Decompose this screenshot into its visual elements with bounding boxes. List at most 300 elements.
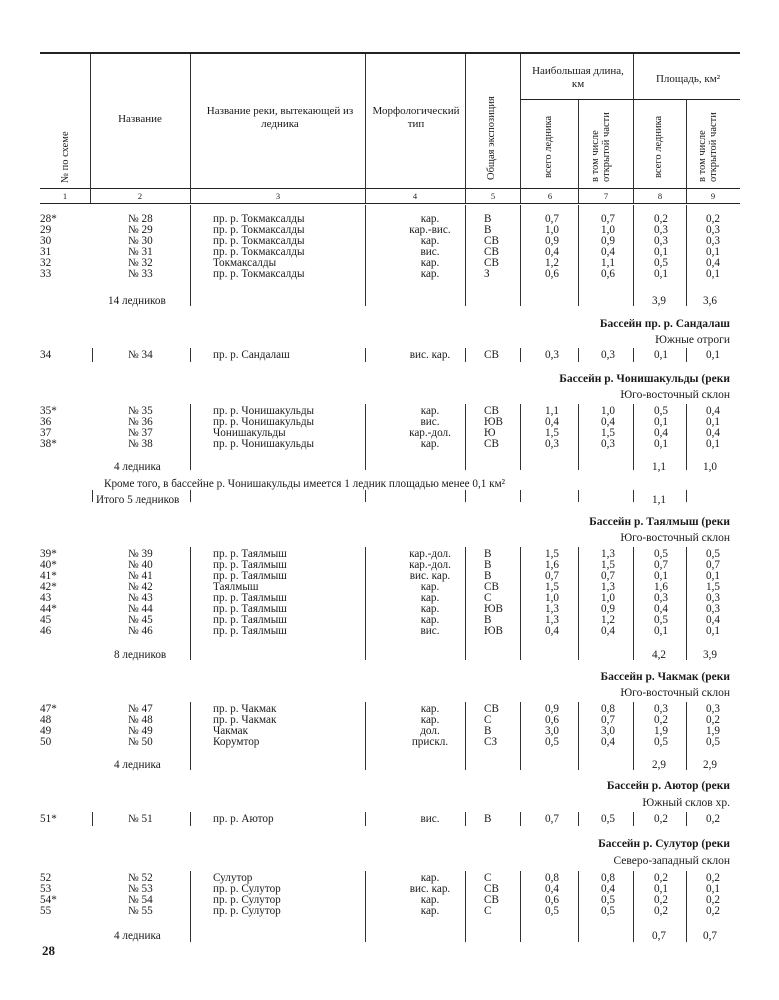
cell-g5-r0-c6: 0,9 bbox=[545, 703, 559, 715]
cell-g5-r2-c2: № 49 bbox=[128, 725, 153, 737]
cell-g4-r3-c5: СВ bbox=[484, 581, 499, 593]
column-rule bbox=[578, 812, 579, 826]
cell-g5-r3-c8: 0,5 bbox=[654, 736, 668, 748]
column-rule bbox=[465, 702, 466, 770]
cell-g4-r3-c4: кар. bbox=[420, 581, 440, 593]
cell-g4-r5-c6: 1,3 bbox=[545, 603, 559, 615]
column-rule bbox=[365, 871, 366, 942]
cell-g5-r1-c7: 0,7 bbox=[601, 714, 615, 726]
cell-g1-r2-c3: пр. р. Токмаксалды bbox=[213, 235, 305, 247]
cell-g5-r0-c2: № 47 bbox=[128, 703, 153, 715]
cell-g3-r2-c2: № 37 bbox=[128, 427, 153, 439]
column-rule bbox=[365, 348, 366, 362]
cell-g3-r0-c5: СВ bbox=[484, 405, 499, 417]
cell-g7-r1-c9: 0,1 bbox=[706, 883, 720, 895]
cell-g7-r2-c9: 0,2 bbox=[706, 894, 720, 906]
cell-g4-r4-c9: 0,3 bbox=[706, 592, 720, 604]
column-rule bbox=[520, 547, 521, 660]
cell-g1-r4-c9: 0,4 bbox=[706, 257, 720, 269]
cell-g7-r0-c7: 0,8 bbox=[601, 872, 615, 884]
cell-g1-r2-c2: № 30 bbox=[128, 235, 153, 247]
header-col8: всего ледника bbox=[653, 115, 664, 178]
cell-g4-r6-c5: В bbox=[484, 614, 492, 626]
cell-g1-r3-c2: № 31 bbox=[128, 246, 153, 258]
column-rule bbox=[365, 205, 366, 306]
total-g5: 4 ледника bbox=[114, 759, 161, 771]
cell-g4-r1-c6: 1,6 bbox=[545, 559, 559, 571]
cell-g1-r1-c3: пр. р. Токмаксалды bbox=[213, 224, 305, 236]
cell-g4-r7-c3: пр. р. Таялмыш bbox=[213, 625, 287, 637]
cell-g4-r1-c5: В bbox=[484, 559, 492, 571]
total-g5-open: 2,9 bbox=[703, 759, 717, 771]
cell-g1-r0-c8: 0,2 bbox=[654, 213, 668, 225]
cell-g4-r4-c7: 1,0 bbox=[601, 592, 615, 604]
header-col4 bbox=[372, 105, 460, 131]
cell-g1-r5-c2: № 33 bbox=[128, 268, 153, 280]
column-rule bbox=[578, 490, 579, 502]
cell-g7-r2-c7: 0,5 bbox=[601, 894, 615, 906]
cell-g1-r3-c3: пр. р. Токмаксалды bbox=[213, 246, 305, 258]
cell-g7-r3-c7: 0,5 bbox=[601, 905, 615, 917]
cell-g5-r3-c3: Корумтор bbox=[213, 736, 260, 748]
cell-g3-r1-c6: 0,4 bbox=[545, 416, 559, 428]
cell-g4-r5-c4: кар. bbox=[420, 603, 440, 615]
cell-g3-r2-c6: 1,5 bbox=[545, 427, 559, 439]
header-group-area: Площадь, км² bbox=[655, 73, 720, 85]
cell-g4-r0-c5: В bbox=[484, 548, 492, 560]
cell-g5-r0-c8: 0,3 bbox=[654, 703, 668, 715]
header-col7-text: в том числе открытой части bbox=[590, 112, 612, 182]
cell-g7-r0-c6: 0,8 bbox=[545, 872, 559, 884]
cell-g4-r2-c5: В bbox=[484, 570, 492, 582]
cell-g4-r4-c3: пр. р. Таялмыш bbox=[213, 592, 287, 604]
cell-g4-r6-c4: кар. bbox=[420, 614, 440, 626]
cell-g1-r1-c2: № 29 bbox=[128, 224, 153, 236]
cell-g1-r1-c8: 0,3 bbox=[654, 224, 668, 236]
cell-g4-r6-c9: 0,4 bbox=[706, 614, 720, 626]
header-group-length bbox=[528, 65, 628, 91]
cell-g3-r3-c5: СВ bbox=[484, 438, 499, 450]
total-g4: 8 ледников bbox=[114, 649, 167, 661]
cell-g3-r0-c3: пр. р. Чонишакульды bbox=[213, 405, 315, 417]
slope-g4: Юго-восточный склон bbox=[620, 532, 730, 544]
header-col1: № по схеме bbox=[60, 131, 71, 183]
cell-g5-r3-c4: прискл. bbox=[411, 736, 449, 748]
cell-g3-r1-c1: 36 bbox=[40, 416, 52, 428]
cell-g1-r1-c9: 0,3 bbox=[706, 224, 720, 236]
cell-g5-r2-c3: Чакмак bbox=[213, 725, 249, 737]
cell-g1-r4-c6: 1,2 bbox=[545, 257, 559, 269]
cell-g3-r3-c8: 0,1 bbox=[654, 438, 668, 450]
cell-g4-r0-c3: пр. р. Таялмыш bbox=[213, 548, 287, 560]
cell-g4-r1-c3: пр. р. Таялмыш bbox=[213, 559, 287, 571]
cell-g4-r3-c6: 1,5 bbox=[545, 581, 559, 593]
column-rule bbox=[190, 490, 191, 502]
cell-g7-r0-c3: Сулутор bbox=[213, 872, 253, 884]
cell-g4-r2-c1: 41* bbox=[40, 570, 57, 582]
column-rule bbox=[190, 547, 191, 660]
cell-g1-r2-c5: СВ bbox=[484, 235, 499, 247]
cell-g5-r1-c8: 0,2 bbox=[654, 714, 668, 726]
cell-g4-r7-c4: вис. bbox=[420, 625, 440, 637]
cell-g4-r3-c7: 1,3 bbox=[601, 581, 615, 593]
cell-g4-r6-c3: пр. р. Таялмыш bbox=[213, 614, 287, 626]
cell-g5-r0-c9: 0,3 bbox=[706, 703, 720, 715]
cell-g1-r5-c5: З bbox=[484, 268, 490, 280]
cell-g1-r1-c1: 29 bbox=[40, 224, 52, 236]
cell-g4-r3-c1: 42* bbox=[40, 581, 57, 593]
colnum-2: 2 bbox=[137, 191, 143, 201]
total-g7-area: 0,7 bbox=[652, 930, 666, 942]
page-number: 28 bbox=[42, 943, 55, 958]
cell-g3-r2-c4: кар.-дол. bbox=[409, 427, 451, 439]
cell-g3-r0-c7: 1,0 bbox=[601, 405, 615, 417]
cell-g7-r2-c3: пр. р. Сулутор bbox=[213, 894, 281, 906]
cell-g5-r0-c3: пр. р. Чакмак bbox=[213, 703, 277, 715]
grand-total-g3-area: 1,1 bbox=[652, 494, 666, 506]
cell-g7-r3-c6: 0,5 bbox=[545, 905, 559, 917]
cell-g1-r0-c9: 0,2 bbox=[706, 213, 720, 225]
total-g5-area: 2,9 bbox=[652, 759, 666, 771]
cell-g5-r1-c1: 48 bbox=[40, 714, 52, 726]
column-rule bbox=[365, 702, 366, 770]
column-rule bbox=[520, 348, 521, 362]
cell-g3-r0-c2: № 35 bbox=[128, 405, 153, 417]
cell-g5-r3-c2: № 50 bbox=[128, 736, 153, 748]
total-g3-open: 1,0 bbox=[703, 461, 717, 473]
cell-g1-r2-c4: кар. bbox=[420, 235, 440, 247]
cell-g7-r3-c3: пр. р. Сулутор bbox=[213, 905, 281, 917]
cell-g3-r1-c9: 0,1 bbox=[706, 416, 720, 428]
cell-g5-r3-c5: СЗ bbox=[484, 736, 498, 748]
column-rule bbox=[190, 205, 191, 306]
cell-g2-r0-c6: 0,3 bbox=[545, 349, 559, 361]
basin-heading-g4: Бассейн р. Таялмыш (реки bbox=[589, 516, 730, 528]
cell-g1-r5-c1: 33 bbox=[40, 268, 52, 280]
column-rule bbox=[190, 812, 191, 826]
cell-g5-r1-c3: пр. р. Чакмак bbox=[213, 714, 277, 726]
colnum-9: 9 bbox=[710, 191, 716, 201]
column-rule bbox=[633, 490, 634, 502]
column-rule bbox=[578, 404, 579, 470]
cell-g2-r0-c1: 34 bbox=[40, 349, 52, 361]
cell-g3-r2-c8: 0,4 bbox=[654, 427, 668, 439]
cell-g4-r0-c1: 39* bbox=[40, 548, 57, 560]
column-rule bbox=[686, 490, 687, 502]
cell-g5-r1-c6: 0,6 bbox=[545, 714, 559, 726]
cell-g3-r2-c7: 1,5 bbox=[601, 427, 615, 439]
cell-g3-r0-c9: 0,4 bbox=[706, 405, 720, 417]
column-rule bbox=[578, 871, 579, 942]
cell-g1-r4-c8: 0,5 bbox=[654, 257, 668, 269]
cell-g1-r1-c7: 1,0 bbox=[601, 224, 615, 236]
cell-g6-r0-c7: 0,5 bbox=[601, 813, 615, 825]
cell-g4-r5-c9: 0,3 bbox=[706, 603, 720, 615]
column-rule bbox=[578, 348, 579, 362]
column-rule bbox=[190, 348, 191, 362]
total-g1: 14 ледников bbox=[108, 295, 166, 307]
cell-g1-r1-c5: В bbox=[484, 224, 492, 236]
column-rule bbox=[633, 348, 634, 362]
cell-g7-r2-c6: 0,6 bbox=[545, 894, 559, 906]
slope-g3: Юго-восточный склон bbox=[620, 389, 730, 401]
cell-g4-r2-c4: вис. кар. bbox=[409, 570, 451, 582]
column-rule bbox=[520, 812, 521, 826]
cell-g4-r1-c4: кар.-дол. bbox=[409, 559, 451, 571]
cell-g4-r1-c9: 0,7 bbox=[706, 559, 720, 571]
cell-g7-r3-c8: 0,2 bbox=[654, 905, 668, 917]
cell-g7-r1-c1: 53 bbox=[40, 883, 52, 895]
cell-g1-r2-c6: 0,9 bbox=[545, 235, 559, 247]
cell-g5-r3-c9: 0,5 bbox=[706, 736, 720, 748]
cell-g5-r1-c2: № 48 bbox=[128, 714, 153, 726]
column-rule bbox=[365, 490, 366, 502]
cell-g4-r4-c8: 0,3 bbox=[654, 592, 668, 604]
cell-g7-r1-c2: № 53 bbox=[128, 883, 153, 895]
cell-g4-r5-c3: пр. р. Таялмыш bbox=[213, 603, 287, 615]
column-rule bbox=[633, 871, 634, 942]
cell-g7-r2-c8: 0,2 bbox=[654, 894, 668, 906]
cell-g1-r0-c4: кар. bbox=[420, 213, 440, 225]
cell-g4-r0-c2: № 39 bbox=[128, 548, 153, 560]
cell-g5-r0-c4: кар. bbox=[420, 703, 440, 715]
column-rule bbox=[465, 404, 466, 470]
cell-g4-r4-c2: № 43 bbox=[128, 592, 153, 604]
cell-g4-r7-c6: 0,4 bbox=[545, 625, 559, 637]
cell-g4-r1-c1: 40* bbox=[40, 559, 57, 571]
cell-g3-r1-c2: № 36 bbox=[128, 416, 153, 428]
grand-total-g3: Итого 5 ледников bbox=[96, 494, 180, 506]
column-rule bbox=[92, 348, 93, 362]
total-g3-area: 1,1 bbox=[652, 461, 666, 473]
cell-g2-r0-c2: № 34 bbox=[128, 349, 153, 361]
cell-g1-r3-c8: 0,1 bbox=[654, 246, 668, 258]
cell-g1-r3-c5: СВ bbox=[484, 246, 499, 258]
cell-g4-r4-c5: С bbox=[484, 592, 492, 604]
cell-g6-r0-c8: 0,2 bbox=[654, 813, 668, 825]
cell-g1-r3-c1: 31 bbox=[40, 246, 52, 258]
column-rule bbox=[520, 404, 521, 470]
header-col7 bbox=[590, 106, 612, 182]
header-col5: Общая экспозиция bbox=[486, 96, 497, 180]
cell-g7-r3-c4: кар. bbox=[420, 905, 440, 917]
cell-g7-r3-c1: 55 bbox=[40, 905, 52, 917]
cell-g5-r2-c8: 1,9 bbox=[654, 725, 668, 737]
cell-g4-r3-c3: Таялмыш bbox=[213, 581, 259, 593]
cell-g7-r3-c5: С bbox=[484, 905, 492, 917]
cell-g6-r0-c4: вис. bbox=[420, 813, 440, 825]
cell-g1-r3-c4: вис. bbox=[420, 246, 440, 258]
cell-g1-r5-c6: 0,6 bbox=[545, 268, 559, 280]
cell-g4-r0-c4: кар.-дол. bbox=[409, 548, 451, 560]
cell-g4-r7-c7: 0,4 bbox=[601, 625, 615, 637]
column-rule bbox=[520, 205, 521, 306]
cell-g4-r0-c6: 1,5 bbox=[545, 548, 559, 560]
cell-g3-r2-c3: Чонишакульды bbox=[213, 427, 286, 439]
basin-heading-g6: Бассейн р. Аютор (реки bbox=[606, 780, 730, 792]
cell-g4-r6-c8: 0,5 bbox=[654, 614, 668, 626]
cell-g1-r4-c3: Токмаксалды bbox=[213, 257, 277, 269]
column-rule bbox=[190, 702, 191, 770]
column-rule bbox=[633, 702, 634, 770]
cell-g3-r3-c9: 0,1 bbox=[706, 438, 720, 450]
slope-g5: Юго-восточный склон bbox=[620, 687, 730, 699]
note-g3: Кроме того, в бассейне р. Чонишакульды имеется 1 ледник площадью менее 0,1 км² bbox=[104, 478, 506, 490]
cell-g4-r2-c9: 0,1 bbox=[706, 570, 720, 582]
column-rule bbox=[578, 205, 579, 306]
colnum-1: 1 bbox=[62, 191, 68, 201]
cell-g3-r3-c1: 38* bbox=[40, 438, 57, 450]
column-rule bbox=[520, 490, 521, 502]
column-rule bbox=[520, 702, 521, 770]
column-rule bbox=[686, 702, 687, 770]
cell-g6-r0-c3: пр. р. Аютор bbox=[213, 813, 274, 825]
cell-g4-r7-c9: 0,1 bbox=[706, 625, 720, 637]
cell-g1-r4-c5: СВ bbox=[484, 257, 499, 269]
column-rule bbox=[520, 871, 521, 942]
cell-g4-r1-c7: 1,5 bbox=[601, 559, 615, 571]
column-rule bbox=[465, 871, 466, 942]
cell-g1-r5-c4: кар. bbox=[420, 268, 440, 280]
cell-g5-r2-c6: 3,0 bbox=[545, 725, 559, 737]
cell-g3-r1-c7: 0,4 bbox=[601, 416, 615, 428]
cell-g3-r0-c8: 0,5 bbox=[654, 405, 668, 417]
cell-g1-r0-c2: № 28 bbox=[128, 213, 153, 225]
cell-g7-r0-c5: С bbox=[484, 872, 492, 884]
cell-g4-r0-c9: 0,5 bbox=[706, 548, 720, 560]
cell-g3-r0-c1: 35* bbox=[40, 405, 57, 417]
basin-heading-g2: Бассейн пр. р. Сандалаш bbox=[599, 318, 730, 330]
cell-g7-r0-c9: 0,2 bbox=[706, 872, 720, 884]
cell-g3-r0-c6: 1,1 bbox=[545, 405, 559, 417]
cell-g4-r2-c6: 0,7 bbox=[545, 570, 559, 582]
basin-heading-g3: Бассейн р. Чонишакульды (реки bbox=[559, 373, 730, 385]
header-col9-text: в том числе открытой части bbox=[697, 112, 719, 182]
cell-g4-r7-c8: 0,1 bbox=[654, 625, 668, 637]
cell-g1-r5-c7: 0,6 bbox=[601, 268, 615, 280]
cell-g5-r0-c7: 0,8 bbox=[601, 703, 615, 715]
cell-g7-r1-c6: 0,4 bbox=[545, 883, 559, 895]
slope-g2: Южные отроги bbox=[655, 334, 730, 346]
slope-g7: Северо-западный склон bbox=[613, 855, 730, 867]
column-rule bbox=[686, 404, 687, 470]
total-g7-open: 0,7 bbox=[703, 930, 717, 942]
header-col3 bbox=[200, 105, 360, 131]
cell-g1-r4-c1: 32 bbox=[40, 257, 52, 269]
cell-g1-r0-c6: 0,7 bbox=[545, 213, 559, 225]
cell-g1-r4-c2: № 32 bbox=[128, 257, 153, 269]
cell-g7-r3-c2: № 55 bbox=[128, 905, 153, 917]
cell-g7-r1-c5: СВ bbox=[484, 883, 499, 895]
cell-g7-r3-c9: 0,2 bbox=[706, 905, 720, 917]
header-bottom-rule bbox=[40, 188, 740, 189]
cell-g1-r5-c9: 0,1 bbox=[706, 268, 720, 280]
cell-g2-r0-c8: 0,1 bbox=[654, 349, 668, 361]
cell-g2-r0-c9: 0,1 bbox=[706, 349, 720, 361]
cell-g1-r4-c4: кар. bbox=[420, 257, 440, 269]
cell-g5-r0-c5: СВ bbox=[484, 703, 499, 715]
cell-g3-r2-c1: 37 bbox=[40, 427, 52, 439]
cell-g7-r1-c8: 0,1 bbox=[654, 883, 668, 895]
column-rule bbox=[686, 547, 687, 660]
cell-g2-r0-c4: вис. кар. bbox=[409, 349, 451, 361]
cell-g3-r1-c3: пр. р. Чонишакульды bbox=[213, 416, 315, 428]
cell-g4-r6-c1: 45 bbox=[40, 614, 52, 626]
cell-g2-r0-c3: пр. р. Сандалаш bbox=[213, 349, 290, 361]
column-rule bbox=[633, 205, 634, 306]
cell-g7-r0-c2: № 52 bbox=[128, 872, 153, 884]
cell-g1-r1-c4: кар.-вис. bbox=[409, 224, 451, 236]
column-rule bbox=[365, 547, 366, 660]
cell-g5-r2-c4: дол. bbox=[420, 725, 440, 737]
cell-g3-r3-c6: 0,3 bbox=[545, 438, 559, 450]
cell-g4-r1-c8: 0,7 bbox=[654, 559, 668, 571]
slope-g6: Южный склов хр. bbox=[642, 797, 730, 809]
column-rule bbox=[365, 812, 366, 826]
column-rule bbox=[686, 812, 687, 826]
cell-g1-r0-c1: 28* bbox=[40, 213, 57, 225]
cell-g6-r0-c9: 0,2 bbox=[706, 813, 720, 825]
column-rule bbox=[633, 404, 634, 470]
colnum-bottom-rule bbox=[40, 203, 740, 204]
cell-g1-r0-c7: 0,7 bbox=[601, 213, 615, 225]
cell-g7-r2-c4: кар. bbox=[420, 894, 440, 906]
total-g7: 4 ледника bbox=[114, 930, 161, 942]
cell-g7-r1-c7: 0,4 bbox=[601, 883, 615, 895]
cell-g5-r3-c1: 50 bbox=[40, 736, 52, 748]
cell-g3-r3-c2: № 38 bbox=[128, 438, 153, 450]
total-g4-area: 4,2 bbox=[652, 649, 666, 661]
cell-g3-r2-c5: Ю bbox=[484, 427, 496, 439]
cell-g1-r2-c7: 0,9 bbox=[601, 235, 615, 247]
total-g1-area: 3,9 bbox=[652, 295, 666, 307]
column-rule bbox=[633, 812, 634, 826]
cell-g3-r3-c4: кар. bbox=[420, 438, 440, 450]
cell-g7-r2-c5: СВ bbox=[484, 894, 499, 906]
cell-g5-r2-c9: 1,9 bbox=[706, 725, 720, 737]
cell-g4-r7-c1: 46 bbox=[40, 625, 52, 637]
cell-g4-r3-c2: № 42 bbox=[128, 581, 153, 593]
cell-g1-r1-c6: 1,0 bbox=[545, 224, 559, 236]
cell-g4-r2-c7: 0,7 bbox=[601, 570, 615, 582]
cell-g4-r4-c1: 43 bbox=[40, 592, 52, 604]
cell-g5-r1-c4: кар. bbox=[420, 714, 440, 726]
column-rule bbox=[465, 490, 466, 502]
cell-g1-r3-c6: 0,4 bbox=[545, 246, 559, 258]
total-g3: 4 ледника bbox=[114, 461, 161, 473]
colnum-4: 4 bbox=[412, 191, 418, 201]
cell-g4-r2-c8: 0,1 bbox=[654, 570, 668, 582]
cell-g1-r4-c7: 1,1 bbox=[601, 257, 615, 269]
column-rule bbox=[465, 812, 466, 826]
cell-g4-r5-c2: № 44 bbox=[128, 603, 153, 615]
cell-g4-r4-c6: 1,0 bbox=[545, 592, 559, 604]
header-col9 bbox=[697, 106, 719, 182]
column-rule bbox=[686, 348, 687, 362]
cell-g1-r2-c1: 30 bbox=[40, 235, 52, 247]
colnum-6: 6 bbox=[547, 191, 553, 201]
cell-g4-r0-c8: 0,5 bbox=[654, 548, 668, 560]
cell-g1-r0-c3: пр. р. Токмаксалды bbox=[213, 213, 305, 225]
column-rule bbox=[686, 871, 687, 942]
cell-g4-r2-c2: № 41 bbox=[128, 570, 153, 582]
column-rule bbox=[190, 871, 191, 942]
cell-g1-r2-c9: 0,3 bbox=[706, 235, 720, 247]
cell-g3-r3-c7: 0,3 bbox=[601, 438, 615, 450]
cell-g4-r6-c6: 1,3 bbox=[545, 614, 559, 626]
cell-g4-r5-c5: ЮВ bbox=[484, 603, 503, 615]
colnum-8: 8 bbox=[657, 191, 663, 201]
